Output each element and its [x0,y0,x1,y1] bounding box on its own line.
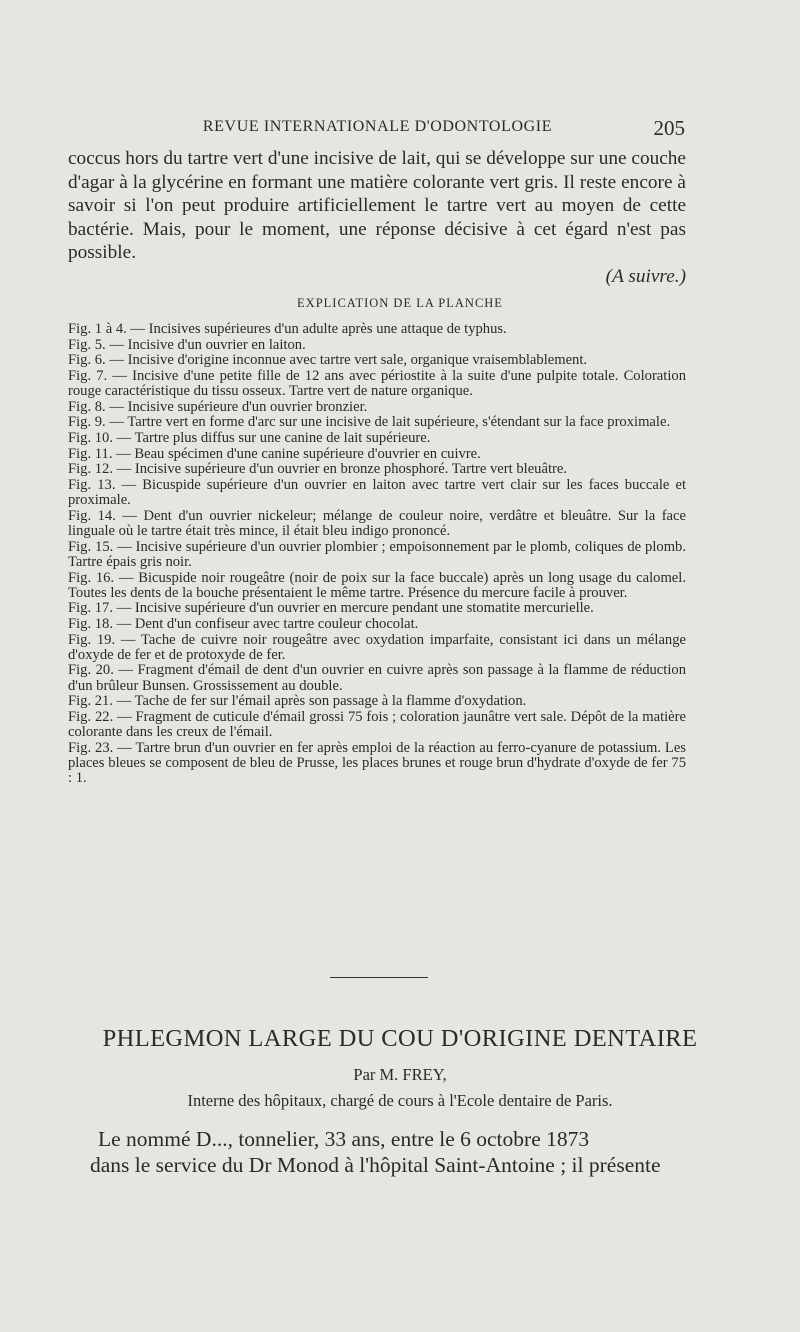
author-byline: Par M. FREY, [353,1065,447,1084]
figure-caption: Fig. 6. — Incisive d'origine inconnue avec tartre vert sale, organique vraisemblablement. [68,352,588,369]
article-title: PHLEGMON LARGE DU COU D'ORIGINE DENTAIRE [102,1025,698,1052]
running-header [70,116,685,140]
section-divider [330,977,428,978]
plate-explanation-heading: EXPLICATION DE LA PLANCHE [297,296,503,310]
opening-line: dans le service du Dr Monod à l'hôpital Saint-Antoine ; il présente [90,1153,661,1177]
figure-caption: Fig. 22. — Fragment de cuticule d'émail grossi 75 fois ; coloration jaunâtre vert sale. Dépôt de la matière colorante dans les creux de l'émail. [68,708,686,741]
running-title: REVUE INTERNATIONALE D'ODONTOLOGIE [202,118,553,135]
figure-caption: Fig. 5. — Incisive d'un ouvrier en laiton. [68,336,306,353]
figure-captions [68,322,686,787]
figure-caption: Fig. 10. — Tartre plus diffus sur une canine de lait supérieure. [68,430,431,447]
figure-caption: Fig. 11. — Beau spécimen d'une canine supérieure d'ouvrier en cuivre. [68,445,481,462]
to-be-continued: (A suivre.) [605,265,686,287]
article-opening [90,1126,696,1178]
author-affiliation: Interne des hôpitaux, chargé de cours à l'Ecole dentaire de Paris. [187,1091,613,1110]
figure-caption: Fig. 1 à 4. — Incisives supérieures d'un adulte après une attaque de typhus. [68,321,507,337]
figure-caption: Fig. 14. — Dent d'un ouvrier nickeleur; mélange de couleur noire, verdâtre et bleuâtre. Sur la face linguale où le tartre était très mince, il était bleu indigo prononcé. [68,507,686,540]
figure-caption: Fig. 18. — Dent d'un confiseur avec tartre couleur chocolat. [68,615,419,632]
figure-caption: Fig. 9. — Tartre vert en forme d'arc sur une incisive de lait supérieure, s'étendant sur la face proximale. [68,414,671,431]
continued-paragraph-block [68,147,686,289]
figure-caption: Fig. 15. — Incisive supérieure d'un ouvrier plombier ; empoisonnement par le plomb, coliques de plomb. Tartre épais gris noir. [68,538,686,570]
figure-caption: Fig. 23. — Tartre brun d'un ouvrier en fer après emploi de la réaction au ferro-cyanure de potassium. Les places bleues se composent de bleu de Prusse, les places brunes et rouge brun d'hydrate d'oxyde de fer 75 : 1. [68,739,686,787]
figure-caption: Fig. 13. — Bicuspide supérieure d'un ouvrier en laiton avec tartre vert clair sur les faces buccale et proximale. [68,476,686,509]
figure-caption: Fig. 21. — Tache de fer sur l'émail après son passage à la flamme d'oxydation. [68,693,527,710]
continued-paragraph: coccus hors du tartre vert d'une incisive de lait, qui se développe sur une couche d'agar à la glycérine en formant une matière colorante vert gris. Il reste encore à savoir si l'on peut produire artificiellement le tartre vert au moyen de cette bactérie. Mais, pour le moment, une réponse décisive à cet égard n'est pas possible. [68,148,686,264]
figure-caption: Fig. 7. — Incisive d'une petite fille de 12 ans avec périostite à la suite d'une pulpite totale. Coloration rouge caractéristique du tissu osseux. Tartre vert de nature organique. [68,367,686,400]
page-number: 205 [653,116,685,140]
figure-caption: Fig. 17. — Incisive supérieure d'un ouvrier en mercure pendant une stomatite mercurielle. [68,600,594,617]
figure-caption: Fig. 8. — Incisive supérieure d'un ouvrier bronzier. [68,398,368,415]
figure-caption: Fig. 16. — Bicuspide noir rougeâtre (noir de poix sur la face buccale) après un long usage du calomel. Toutes les dents de la bouche présentaient le même tartre. Présence du mercure facile à prouver. [68,569,686,601]
figure-caption: Fig. 19. — Tache de cuivre noir rougeâtre avec oxydation imparfaite, consistant ici dans un mélange d'oxyde de fer et de protoxyde de fer. [68,631,686,663]
figure-caption: Fig. 20. — Fragment d'émail de dent d'un ouvrier en cuivre après son passage à la flamme de réduction d'un brûleur Bunsen. Grossissement au double. [68,662,686,694]
figure-caption: Fig. 12. — Incisive supérieure d'un ouvrier en bronze phosphoré. Tartre vert bleuâtre. [68,461,567,478]
opening-line: Le nommé D..., tonnelier, 33 ans, entre le 6 octobre 1873 [98,1127,590,1151]
